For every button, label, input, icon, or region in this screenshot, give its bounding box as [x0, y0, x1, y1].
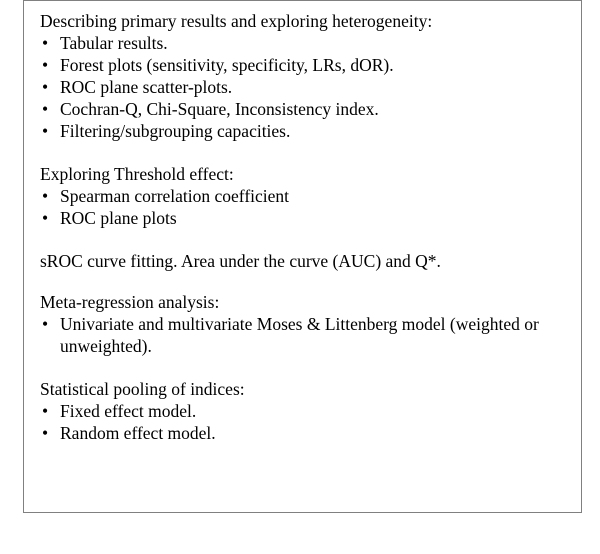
bullet-icon: • [42, 121, 49, 141]
bullet-icon: • [42, 99, 49, 119]
list-item-text: Spearman correlation coefficient [60, 186, 290, 206]
bullet-icon: • [42, 208, 49, 228]
section-heading: Exploring Threshold effect: [40, 164, 234, 184]
section-heading: Describing primary results and exploring heterogeneity: [40, 11, 433, 31]
bullet-list [40, 32, 573, 142]
list-item [40, 98, 573, 120]
section-heading: sROC curve fitting. Area under the curve (AUC) and Q*. [40, 251, 441, 271]
list-item-text: Univariate and multivariate Moses & Littenberg model (weighted or unweighted). [60, 314, 539, 356]
bullet-icon: • [42, 401, 49, 421]
section-meta-regression [40, 291, 573, 357]
list-item [40, 207, 573, 229]
section-primary-results [40, 10, 573, 142]
list-item [40, 32, 573, 54]
list-item [40, 422, 573, 444]
list-item-text: Fixed effect model. [60, 401, 197, 421]
bullet-list [40, 400, 573, 444]
list-item-text: Forest plots (sensitivity, specificity, LRs, dOR). [60, 55, 394, 75]
list-item [40, 313, 573, 357]
list-item [40, 185, 573, 207]
list-item-text: ROC plane plots [60, 208, 177, 228]
list-item-text: Filtering/subgrouping capacities. [60, 121, 291, 141]
list-item [40, 54, 573, 76]
feature-list-content [40, 10, 573, 465]
list-item-text: Tabular results. [60, 33, 168, 53]
bullet-icon: • [42, 55, 49, 75]
section-heading: Statistical pooling of indices: [40, 379, 245, 399]
bullet-icon: • [42, 186, 49, 206]
bullet-icon: • [42, 314, 49, 334]
list-item-text: ROC plane scatter-plots. [60, 77, 233, 97]
bullet-list [40, 313, 573, 357]
section-threshold-effect [40, 163, 573, 229]
list-item-text: Random effect model. [60, 423, 216, 443]
section-statistical-pooling [40, 378, 573, 444]
bullet-icon: • [42, 423, 49, 443]
section-sroc [40, 250, 573, 272]
feature-list-box [23, 0, 582, 513]
list-item-text: Cochran-Q, Chi-Square, Inconsistency index. [60, 99, 379, 119]
list-item [40, 76, 573, 98]
list-item [40, 400, 573, 422]
list-item [40, 120, 573, 142]
bullet-list [40, 185, 573, 229]
section-heading: Meta-regression analysis: [40, 292, 220, 312]
bullet-icon: • [42, 77, 49, 97]
bullet-icon: • [42, 33, 49, 53]
